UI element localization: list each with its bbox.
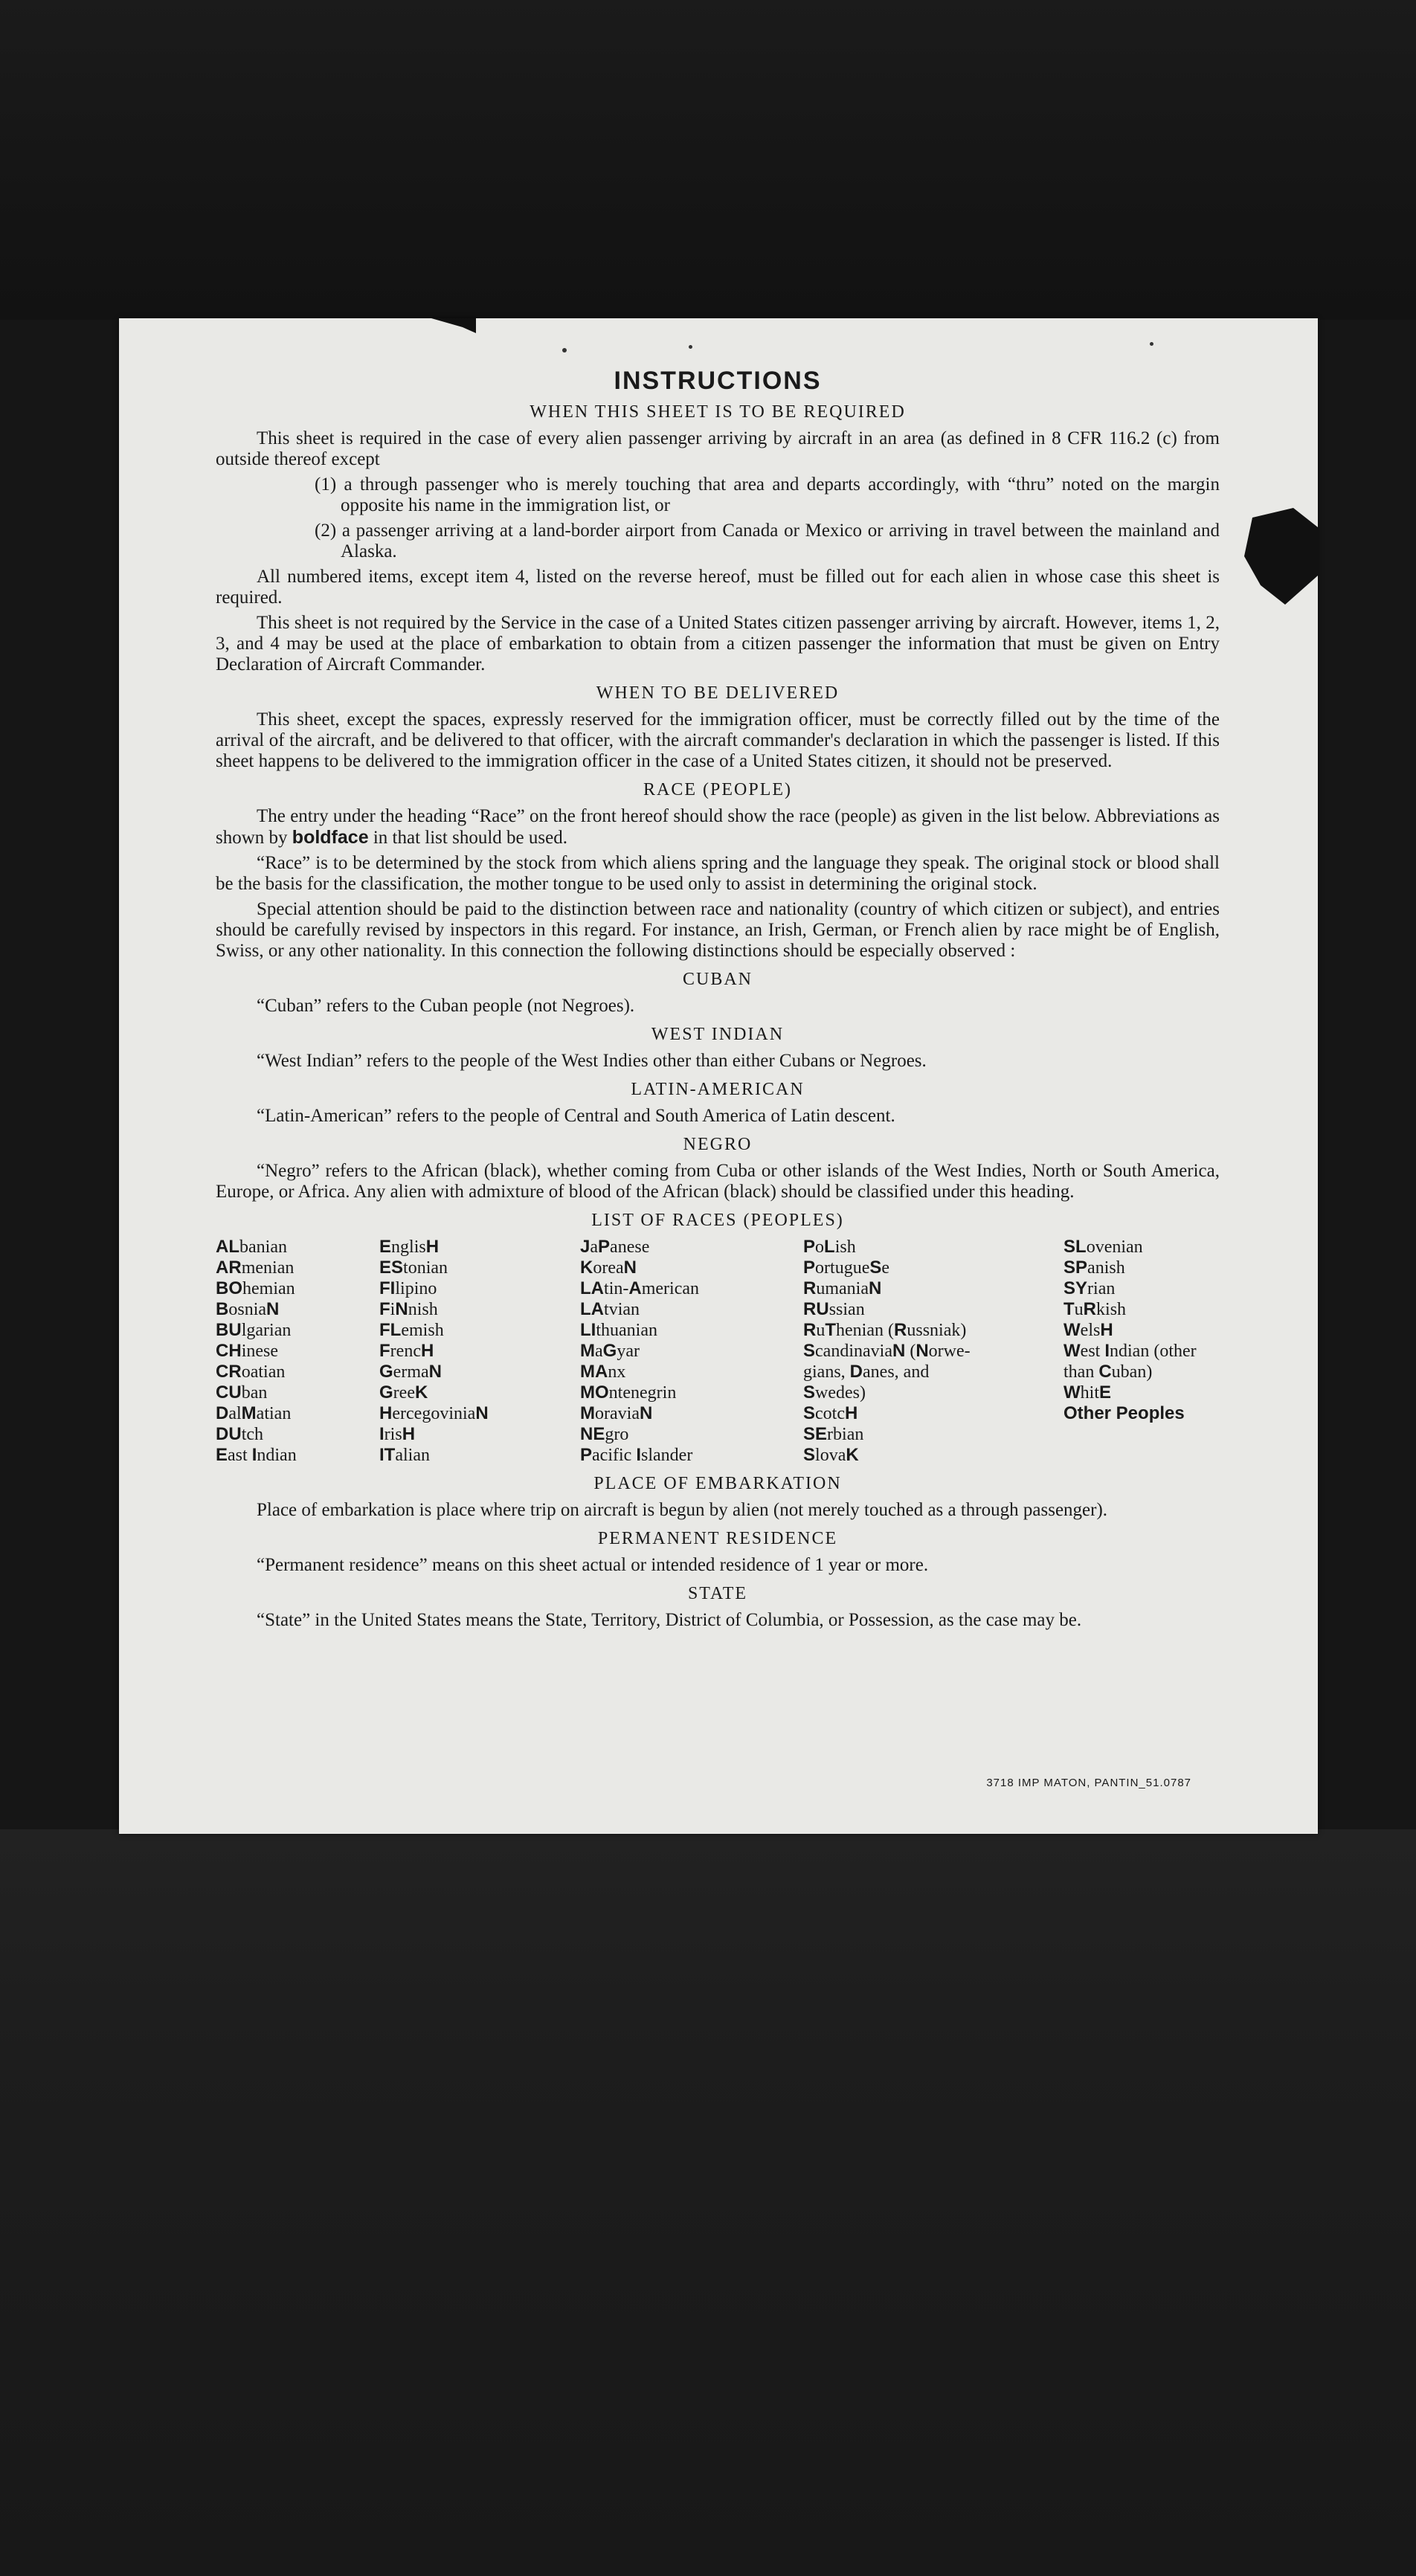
paragraph [216,806,1220,849]
race-entry: DalMatian [216,1403,292,1423]
speck-mark [562,348,567,352]
ink-blot-mark [1236,508,1318,605]
section-heading: LIST OF RACES (PEOPLES) [591,1211,844,1230]
race-entry: WelsH [1063,1320,1113,1340]
section-heading: CUBAN [682,970,753,989]
race-entry: LIthuanian [580,1320,657,1340]
section-heading: STATE [687,1584,748,1603]
race-entry: PoLish [803,1237,856,1257]
race-entry: EStonian [379,1258,448,1278]
section-heading: PERMANENT RESIDENCE [597,1529,838,1548]
races-column [803,1237,1063,1466]
paragraph: “Latin-American” refers to the people of Central and South America of Latin descent. [257,1106,895,1126]
section-heading: RACE (PEOPLE) [643,780,792,799]
races-list [216,1237,1220,1466]
instructions-body [216,367,1220,1635]
race-entry: IrisH [379,1424,416,1444]
paragraph: This sheet, except the spaces, expressly reserved for the immigration officer, must be correctly filled out by the time of the arrival of the aircraft, and be delivered to that officer, with the aircraft commander's declaration in which the passenger is listed. If this sheet happens to be delivered to the immigration officer in the case of a United States citizen, it should not be preserved. [216,709,1220,771]
race-entry: DUtch [216,1424,264,1444]
race-entry: FIlipino [379,1278,437,1298]
race-entry: BosniaN [216,1299,280,1319]
speck-mark [689,345,692,349]
race-entry: MOntenegrin [580,1382,677,1403]
race-entry: FrencH [379,1341,434,1361]
speck-mark [1150,342,1153,346]
race-entry: HercegoviniaN [379,1403,489,1423]
race-entry: CRoatian [216,1362,286,1382]
section-heading: LATIN-AMERICAN [631,1080,805,1099]
race-entry: FLemish [379,1320,444,1340]
list-item: (2) a passenger arriving at a land-border airport from Canada or Mexico or arriving in travel between the mainland and Alaska. [315,521,1220,561]
paragraph: “Negro” refers to the African (black), whether coming from Cuba or other islands of the West Indies, North or South America, Europe, or Africa. Any alien with admixture of blood of the African (black) should be classified under this heading. [216,1161,1220,1202]
paragraph: “State” in the United States means the State, Territory, District of Columbia, or Possession, as the case may be. [257,1610,1082,1630]
race-entry: JaPanese [580,1237,650,1257]
race-entry: MaGyar [580,1341,640,1361]
race-entry: MAnx [580,1362,626,1382]
paragraph: “Cuban” refers to the Cuban people (not Negroes). [257,996,635,1016]
race-entry: SlovaK [803,1445,859,1465]
race-entry: LAtin-American [580,1278,700,1298]
paragraph: Place of embarkation is place where trip on aircraft is begun by alien (not merely touched as a through passenger). [257,1500,1108,1520]
section-heading: WHEN THIS SHEET IS TO BE REQUIRED [530,402,906,422]
race-entry: GermaN [379,1362,442,1382]
race-entry: PortugueSe [803,1258,890,1278]
race-entry: BUlgarian [216,1320,292,1340]
section-heading: WEST INDIAN [651,1025,785,1044]
race-entry: EnglisH [379,1237,440,1257]
race-entry: ARmenian [216,1258,295,1278]
race-entry: SErbian [803,1424,864,1444]
races-column [216,1237,379,1466]
list-item: (1) a through passenger who is merely touching that area and departs accordingly, with “thru” noted on the margin opposite his name in the immigration list, or [315,474,1220,515]
race-entry: LAtvian [580,1299,640,1319]
race-entry: RUssian [803,1299,865,1319]
race-entry: NEgro [580,1424,629,1444]
document-sheet [119,318,1318,1834]
text-run: The entry under the heading “Race” on the front hereof should show the race (people) as given in the list below. Abbreviations as shown by [216,806,1220,848]
section-heading: PLACE OF EMBARKATION [593,1474,842,1493]
paragraph: “Permanent residence” means on this sheet actual or intended residence of 1 year or more. [257,1555,929,1575]
section-heading: WHEN TO BE DELIVERED [596,683,840,703]
race-entry: TuRkish [1063,1299,1127,1319]
text-run: in that list should be used. [368,828,567,848]
race-entry: WhitE [1063,1382,1112,1403]
race-entry: KoreaN [580,1258,637,1278]
race-entry: Pacific Islander [580,1445,693,1465]
film-background-bottom [0,1829,1416,2576]
race-entry: ALbanian [216,1237,287,1257]
race-entry: RumaniaN [803,1278,882,1298]
race-entry: RuThenian (Russniak) [803,1320,967,1340]
film-background-top [0,0,1416,320]
race-entry: ScotcH [803,1403,858,1423]
races-column [580,1237,803,1466]
paragraph: All numbered items, except item 4, listed on the reverse hereof, must be filled out for each alien in whose case this sheet is required. [216,567,1220,608]
paragraph: “West Indian” refers to the people of the West Indies other than either Cubans or Negroes. [257,1051,927,1071]
torn-corner-mark [431,318,476,333]
races-column [1063,1237,1242,1466]
paragraph: Special attention should be paid to the distinction between race and nationality (country of which citizen or subject), and entries should be carefully revised by inspectors in this regard. For instance, an Irish, German, or French alien by race might be of English, Swiss, or any other nationality. In this connection the following distinctions should be especially observed : [216,899,1220,961]
printer-imprint: 3718 IMP MATON, PANTIN_51.0787 [986,1777,1191,1789]
boldface-word: boldface [292,827,369,848]
race-entry: ScandinaviaN (Norwe- gians, Danes, and Swedes) [803,1341,971,1403]
race-entry: MoraviaN [580,1403,653,1423]
race-entry: West Indian (other than Cuban) [1063,1341,1197,1382]
race-entry: ITalian [379,1445,430,1465]
race-entry: East Indian [216,1445,297,1465]
race-entry: SYrian [1063,1278,1116,1298]
paragraph: This sheet is required in the case of every alien passenger arriving by aircraft in an area (as defined in 8 CFR 116.2 (c) from outside thereof except [216,428,1220,469]
race-entry: CUban [216,1382,268,1403]
section-heading: NEGRO [683,1135,753,1154]
race-entry: SPanish [1063,1258,1125,1278]
race-entry: FiNnish [379,1299,438,1319]
page-title: INSTRUCTIONS [614,367,822,395]
races-column [379,1237,580,1466]
race-entry: Other Peoples [1063,1403,1185,1423]
paragraph: This sheet is not required by the Service in the case of a United States citizen passenger arriving by aircraft. However, items 1, 2, 3, and 4 may be used at the place of embarkation to obtain from a citizen passenger the information that must be given on Entry Declaration of Aircraft Commander. [216,613,1220,674]
paragraph: “Race” is to be determined by the stock from which aliens spring and the language they speak. The original stock or blood shall be the basis for the classification, the mother tongue to be used only to assist in determining the original stock. [216,853,1220,894]
race-entry: GreeK [379,1382,428,1403]
race-entry: CHinese [216,1341,279,1361]
race-entry: SLovenian [1063,1237,1143,1257]
race-entry: BOhemian [216,1278,295,1298]
